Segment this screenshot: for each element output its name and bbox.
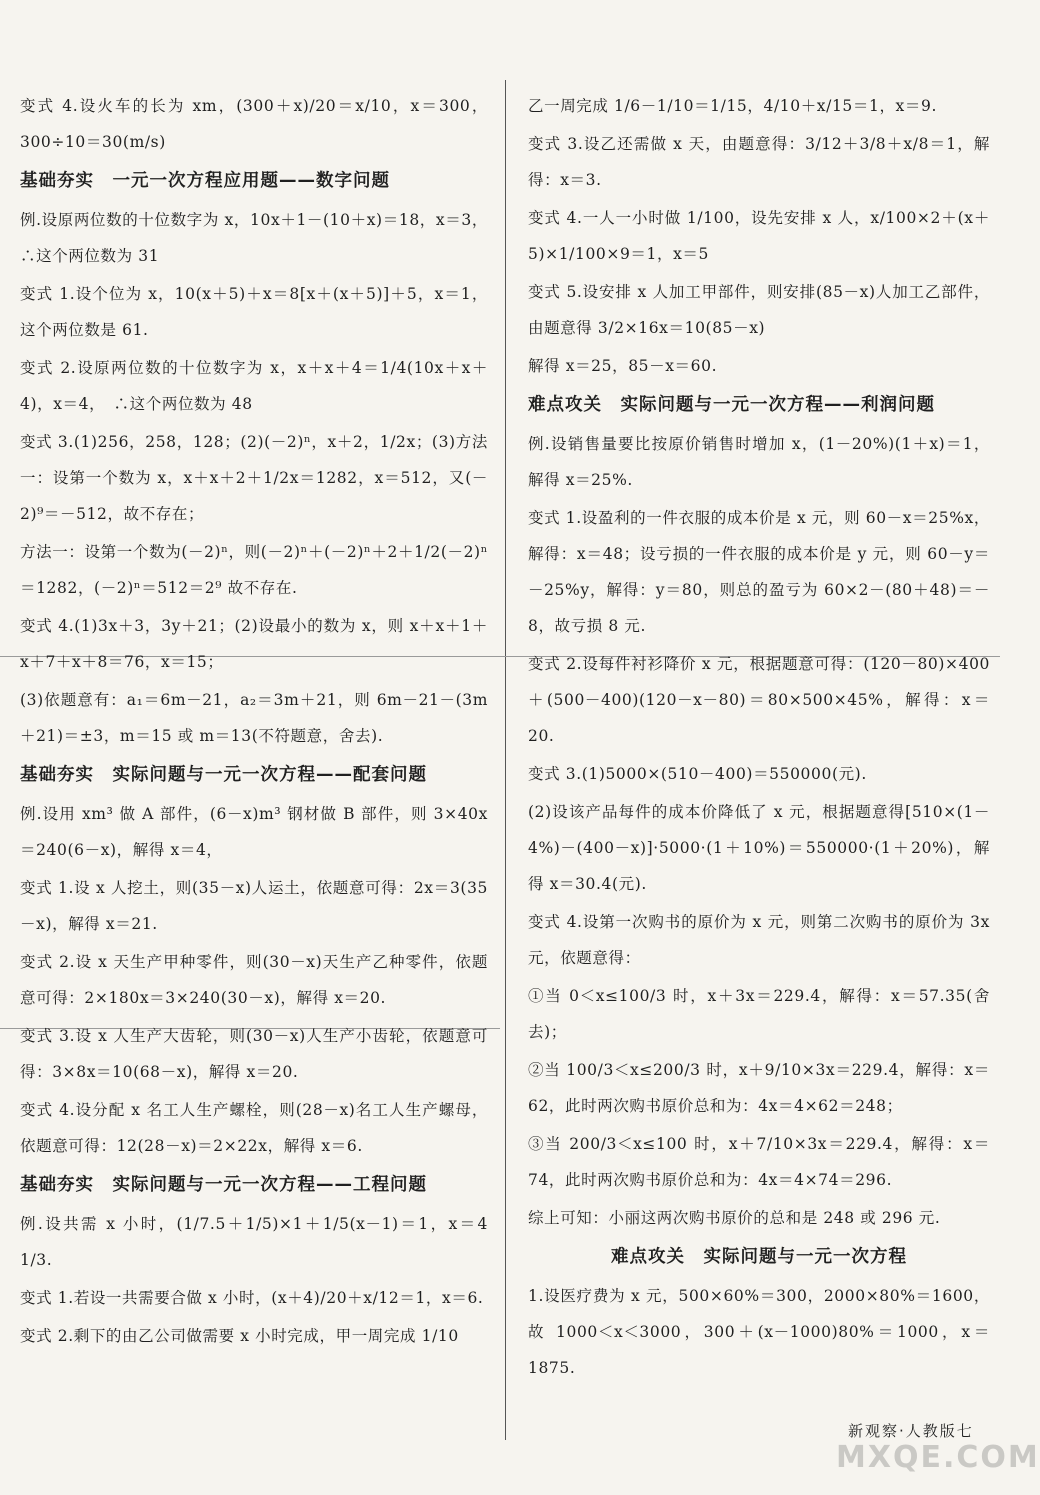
answer-paragraph: ③当 200/3＜x≤100 时，x＋7/10×3x＝229.4，解得：x＝74，此时两次购书原价总和为：4x＝4×74＝296. [528,1135,990,1189]
section-heading: 难点攻关 实际问题与一元一次方程 [611,1247,907,1267]
answer-paragraph: 例.设用 xm³ 做 A 部件，(6－x)m³ 钢材做 B 部件，则 3×40x＝240(6－x)，解得 x＝4， [20,805,488,859]
right-column [528,88,990,1388]
answer-paragraph: 1.设医疗费为 x 元，500×60%＝300，2000×80%＝1600，故 1000＜x＜3000，300＋(x－1000)80%＝1000，x＝1875. [528,1287,990,1377]
answer-paragraph: 例.设销售量要比按原价销售时增加 x，(1－20%)(1＋x)＝1，解得 x＝25%. [528,435,990,489]
answer-paragraph: 变式 3.设乙还需做 x 天，由题意得：3/12＋3/8＋x/8＝1，解得：x＝3. [528,135,990,189]
answer-paragraph: 解得 x＝25，85－x＝60. [528,357,718,375]
section-heading: 基础夯实 一元一次方程应用题——数字问题 [20,171,390,191]
answer-paragraph: 例.设原两位数的十位数字为 x，10x＋1－(10＋x)＝18，x＝3，∴这个两位数为 31 [20,211,488,265]
answer-paragraph: 变式 2.设 x 天生产甲种零件，则(30－x)天生产乙种零件，依题意可得：2×180x＝3×240(30－x)，解得 x＝20. [20,953,488,1007]
answer-paragraph: 变式 3.设 x 人生产大齿轮，则(30－x)人生产小齿轮，依题意可得：3×8x＝10(68－x)，解得 x＝20. [20,1027,488,1081]
answer-paragraph: 变式 1.设个位为 x，10(x＋5)＋x＝8[x＋(x＋5)]＋5，x＝1，这个两位数是 61. [20,285,488,339]
answer-paragraph: 变式 1.设盈利的一件衣服的成本价是 x 元，则 60－x＝25%x，解得：x＝48；设亏损的一件衣服的成本价是 y 元，则 60－y＝－25%y，解得：y＝80，则总的盈亏为 60×2－(80＋48)＝－8，故亏损 8 元. [528,509,990,635]
section-heading: 基础夯实 实际问题与一元一次方程——配套问题 [20,765,427,785]
answer-paragraph: ①当 0＜x≤100/3 时，x＋3x＝229.4，解得：x＝57.35(舍去)； [528,987,990,1041]
answer-paragraph: 变式 3.(1)256，258，128；(2)(－2)ⁿ，x＋2，1/2x；(3)方法一：设第一个数为 x，x＋x＋2＋1/2x＝1282，x＝512，又(－2)⁹＝－512，故不存在； [20,433,488,523]
answer-paragraph: 乙一周完成 1/6－1/10＝1/15，4/10＋x/15＝1，x＝9. [528,97,937,115]
answer-paragraph: 方法一：设第一个数为(－2)ⁿ，则(－2)ⁿ＋(－2)ⁿ＋2＋1/2(－2)ⁿ＝1282，(－2)ⁿ＝512＝2⁹ 故不存在. [20,543,488,597]
answer-paragraph: 变式 4.(1)3x＋3，3y＋21；(2)设最小的数为 x，则 x＋x＋1＋x＋7＋x＋8＝76，x＝15； [20,617,488,671]
answer-paragraph: (2)设该产品每件的成本价降低了 x 元，根据题意得[510×(1－4%)－(400－x)]·5000·(1＋10%)＝550000·(1＋20%)，解得 x＝30.4(元). [528,803,990,893]
answer-paragraph: 变式 1.设 x 人挖土，则(35－x)人运土，依题意可得：2x＝3(35－x)，解得 x＝21. [20,879,488,933]
answer-paragraph: ②当 100/3＜x≤200/3 时，x＋9/10×3x＝229.4，解得：x＝62，此时两次购书原价总和为：4x＝4×62＝248； [528,1061,990,1115]
answer-paragraph: 变式 1.若设一共需要合做 x 小时，(x＋4)/20＋x/12＝1，x＝6. [20,1289,484,1307]
answer-paragraph: 变式 4.设第一次购书的原价为 x 元，则第二次购书的原价为 3x 元，依题意得： [528,913,990,967]
left-column [20,88,488,1356]
section-heading: 难点攻关 实际问题与一元一次方程——利润问题 [528,395,935,415]
column-divider [505,80,506,1440]
answer-paragraph: 例.设共需 x 小时，(1/7.5＋1/5)×1＋1/5(x－1)＝1，x＝4 1/3. [20,1215,488,1269]
answer-paragraph: 变式 2.剩下的由乙公司做需要 x 小时完成，甲一周完成 1/10 [20,1327,459,1345]
answer-paragraph: 变式 4.设分配 x 名工人生产螺栓，则(28－x)名工人生产螺母，依题意可得：12(28－x)＝2×22x，解得 x＝6. [20,1101,488,1155]
answer-paragraph: 变式 2.设每件衬衫降价 x 元，根据题意可得：(120－80)×400＋(500－400)(120－x－80)＝80×500×45%，解得：x＝20. [528,655,990,745]
answer-paragraph: (3)依题意有：a₁＝6m－21，a₂＝3m＋21，则 6m－21－(3m＋21)＝±3，m＝15 或 m＝13(不符题意，舍去). [20,691,488,745]
section-heading: 基础夯实 实际问题与一元一次方程——工程问题 [20,1175,427,1195]
answer-paragraph: 综上可知：小丽这两次购书原价的总和是 248 或 296 元. [528,1209,941,1227]
answer-paragraph: 变式 2.设原两位数的十位数字为 x，x＋x＋4＝1/4(10x＋x＋4)，x＝4， ∴这个两位数为 48 [20,359,488,413]
watermark-text: MXQE.COM [836,1440,1040,1475]
answer-paragraph: 变式 4.设火车的长为 xm，(300＋x)/20＝x/10，x＝300，300÷10＝30(m/s) [20,97,488,151]
answer-paragraph: 变式 4.一人一小时做 1/100，设先安排 x 人，x/100×2＋(x＋5)×1/100×9＝1，x＝5 [528,209,990,263]
answer-paragraph: 变式 3.(1)5000×(510－400)＝550000(元). [528,765,867,783]
series-footer: 新观察·人教版七 [848,1422,974,1440]
answer-paragraph: 变式 5.设安排 x 人加工甲部件，则安排(85－x)人加工乙部件，由题意得 3/2×16x＝10(85－x) [528,283,990,337]
